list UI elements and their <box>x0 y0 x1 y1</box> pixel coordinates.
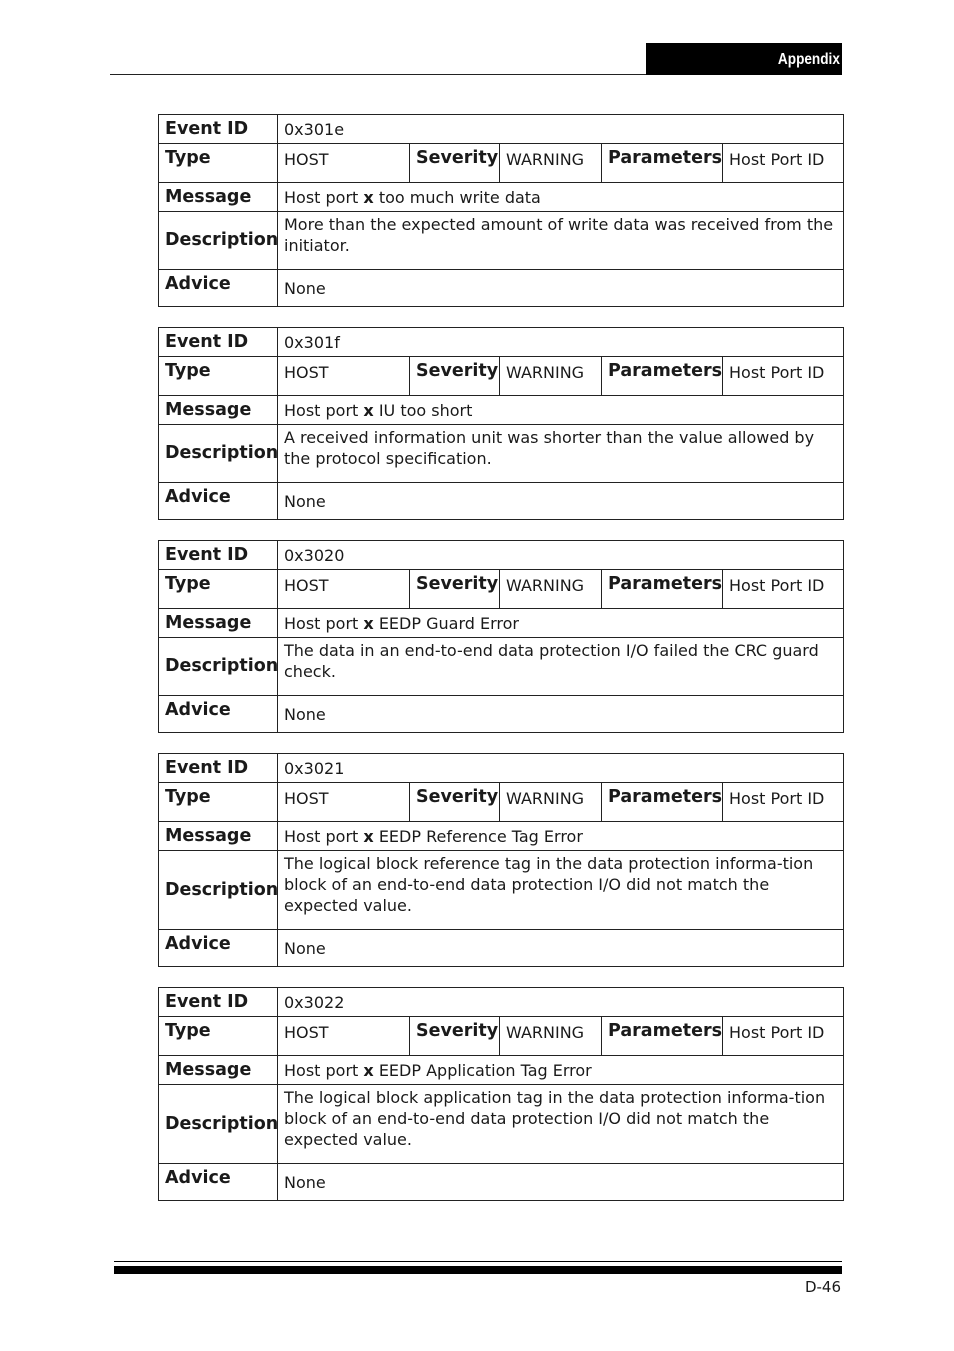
message-value <box>278 822 844 851</box>
type-row <box>159 357 844 396</box>
severity-value: WARNING <box>500 144 602 183</box>
advice-label: Advice <box>159 1164 278 1201</box>
type-value: HOST <box>278 144 410 183</box>
description-row <box>159 212 844 270</box>
parameters-label: Parameters <box>602 783 723 822</box>
severity-label: Severity <box>410 144 500 183</box>
parameters-value: Host Port ID <box>723 144 844 183</box>
message-text: IU too short <box>373 400 473 420</box>
severity-label: Severity <box>410 1017 500 1056</box>
advice-value: None <box>278 483 844 520</box>
message-text: Host port <box>284 826 364 846</box>
event-table <box>158 114 844 307</box>
event-id-label: Event ID <box>159 115 278 144</box>
message-row <box>159 183 844 212</box>
event-id-label: Event ID <box>159 328 278 357</box>
type-label: Type <box>159 357 278 396</box>
description-row <box>159 638 844 696</box>
type-row <box>159 783 844 822</box>
section-title: Appendix <box>778 51 840 68</box>
message-text: too much write data <box>373 187 541 207</box>
description-row <box>159 425 844 483</box>
event-table <box>158 987 844 1201</box>
event-id-row <box>159 115 844 144</box>
severity-label: Severity <box>410 570 500 609</box>
parameters-value: Host Port ID <box>723 570 844 609</box>
type-row <box>159 144 844 183</box>
type-value: HOST <box>278 570 410 609</box>
message-label: Message <box>159 609 278 638</box>
advice-row <box>159 1164 844 1201</box>
advice-value: None <box>278 696 844 733</box>
message-label: Message <box>159 822 278 851</box>
message-value <box>278 609 844 638</box>
type-label: Type <box>159 783 278 822</box>
type-value: HOST <box>278 1017 410 1056</box>
message-variable: x <box>363 400 374 420</box>
message-variable: x <box>363 826 374 846</box>
footer-bar <box>114 1266 842 1274</box>
severity-label: Severity <box>410 357 500 396</box>
severity-value: WARNING <box>500 570 602 609</box>
event-id-label: Event ID <box>159 541 278 570</box>
advice-row <box>159 270 844 307</box>
page-number: D-46 <box>804 1278 841 1296</box>
event-id-label: Event ID <box>159 754 278 783</box>
event-id-value: 0x3020 <box>278 541 844 570</box>
section-tab <box>646 43 842 75</box>
event-id-label: Event ID <box>159 988 278 1017</box>
description-value: A received information unit was shorter than the value allowed by the protocol specification. <box>278 425 844 483</box>
message-variable: x <box>363 1060 374 1080</box>
event-table <box>158 753 844 967</box>
event-id-value: 0x301f <box>278 328 844 357</box>
message-text: Host port <box>284 400 364 420</box>
type-value: HOST <box>278 357 410 396</box>
advice-row <box>159 696 844 733</box>
message-row <box>159 1056 844 1085</box>
message-text: EEDP Guard Error <box>373 613 519 633</box>
parameters-value: Host Port ID <box>723 1017 844 1056</box>
event-id-value: 0x3022 <box>278 988 844 1017</box>
advice-row <box>159 483 844 520</box>
advice-row <box>159 930 844 967</box>
message-row <box>159 396 844 425</box>
severity-value: WARNING <box>500 357 602 396</box>
event-id-value: 0x3021 <box>278 754 844 783</box>
type-row <box>159 1017 844 1056</box>
message-value <box>278 1056 844 1085</box>
description-value: The logical block application tag in the data protection informa-tion block of an end-to-end data protection I/O did not match the expected value. <box>278 1085 844 1164</box>
event-table <box>158 540 844 733</box>
description-value: More than the expected amount of write data was received from the initiator. <box>278 212 844 270</box>
event-id-row <box>159 328 844 357</box>
footer-rule <box>114 1261 842 1262</box>
message-value <box>278 183 844 212</box>
message-text: Host port <box>284 1060 364 1080</box>
parameters-value: Host Port ID <box>723 357 844 396</box>
parameters-label: Parameters <box>602 1017 723 1056</box>
description-value: The logical block reference tag in the data protection informa-tion block of an end-to-end data protection I/O did not match the expected value. <box>278 851 844 930</box>
description-label: Description <box>159 212 278 270</box>
message-row <box>159 822 844 851</box>
event-id-value: 0x301e <box>278 115 844 144</box>
advice-value: None <box>278 930 844 967</box>
message-value <box>278 396 844 425</box>
advice-value: None <box>278 1164 844 1201</box>
event-id-row <box>159 988 844 1017</box>
advice-label: Advice <box>159 270 278 307</box>
message-text: Host port <box>284 613 364 633</box>
description-row <box>159 851 844 930</box>
message-row <box>159 609 844 638</box>
advice-value: None <box>278 270 844 307</box>
description-row <box>159 1085 844 1164</box>
parameters-label: Parameters <box>602 570 723 609</box>
type-label: Type <box>159 144 278 183</box>
description-value: The data in an end-to-end data protection I/O failed the CRC guard check. <box>278 638 844 696</box>
description-label: Description <box>159 425 278 483</box>
event-table <box>158 327 844 520</box>
type-label: Type <box>159 570 278 609</box>
message-label: Message <box>159 183 278 212</box>
advice-label: Advice <box>159 483 278 520</box>
parameters-label: Parameters <box>602 357 723 396</box>
advice-label: Advice <box>159 930 278 967</box>
message-label: Message <box>159 1056 278 1085</box>
description-label: Description <box>159 638 278 696</box>
message-label: Message <box>159 396 278 425</box>
message-variable: x <box>363 187 374 207</box>
type-label: Type <box>159 1017 278 1056</box>
description-label: Description <box>159 851 278 930</box>
message-text: EEDP Reference Tag Error <box>373 826 583 846</box>
message-variable: x <box>363 613 374 633</box>
parameters-label: Parameters <box>602 144 723 183</box>
description-label: Description <box>159 1085 278 1164</box>
message-text: Host port <box>284 187 364 207</box>
advice-label: Advice <box>159 696 278 733</box>
event-id-row <box>159 754 844 783</box>
message-text: EEDP Application Tag Error <box>373 1060 592 1080</box>
type-row <box>159 570 844 609</box>
severity-value: WARNING <box>500 1017 602 1056</box>
event-id-row <box>159 541 844 570</box>
parameters-value: Host Port ID <box>723 783 844 822</box>
severity-value: WARNING <box>500 783 602 822</box>
severity-label: Severity <box>410 783 500 822</box>
type-value: HOST <box>278 783 410 822</box>
